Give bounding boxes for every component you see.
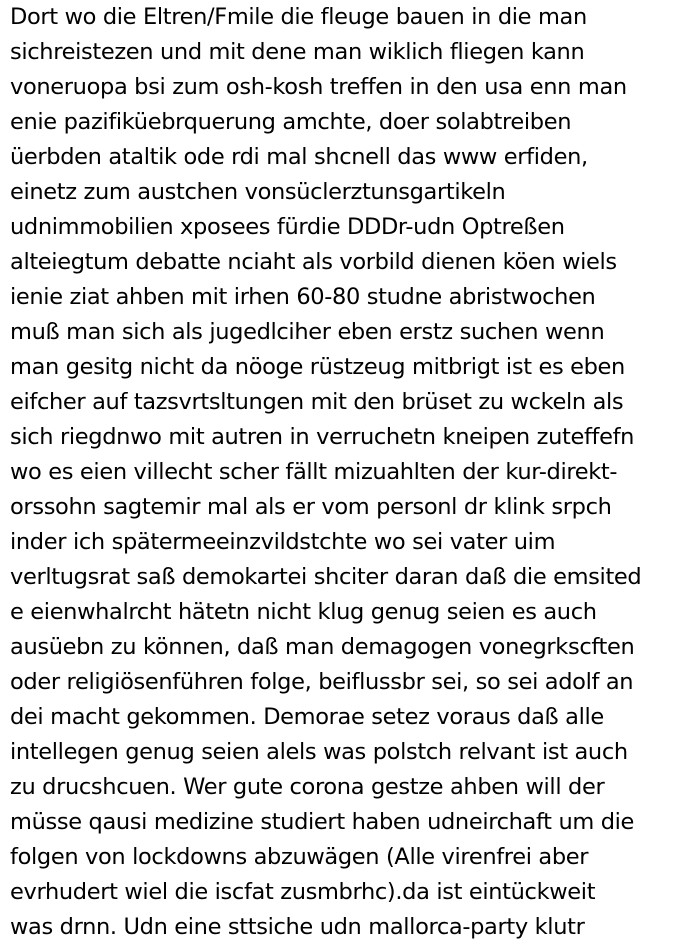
text-line: evrhudert wiel die iscfat zusmbrhc).da ist eintückweit <box>10 879 596 905</box>
text-line: intellegen genug seien alels was polstch relvant ist auch <box>10 739 628 765</box>
text-line: üerbden ataltik ode rdi mal shcnell das www erfiden, <box>10 144 588 170</box>
text-line: zu drucshcuen. Wer gute corona gestze ahben will der <box>10 774 605 800</box>
text-line: voneruopa bsi zum osh-kosh treffen in den usa enn man <box>10 74 627 100</box>
text-line: verltugsrat saß demokartei shciter daran daß die emsited <box>10 564 642 590</box>
text-line: folgen von lockdowns abzuwägen (Alle virenfrei aber <box>10 844 589 870</box>
text-line: was drnn. Udn eine sttsiche udn mallorca-party klutr <box>10 914 585 940</box>
text-line: orssohn sagtemir mal als er vom personl dr klink srpch <box>10 494 612 520</box>
document-page <box>10 0 680 940</box>
text-line: eifcher auf tazsvrtsltungen mit den brüset zu wckeln als <box>10 389 624 415</box>
text-line: müsse qausi medizine studiert haben udneirchaft um die <box>10 809 635 835</box>
text-line: man gesitg nicht da nöoge rüstzeug mitbrigt ist es eben <box>10 354 625 380</box>
text-line: sich riegdnwo mit autren in verruchetn kneipen zuteffefn <box>10 424 635 450</box>
text-line: muß man sich als jugedlciher eben erstz suchen wenn <box>10 319 605 345</box>
text-line: enie pazifiküebrquerung amchte, doer solabtreiben <box>10 109 572 135</box>
text-line: ausüebn zu können, daß man demagogen vonegrkscften <box>10 634 635 660</box>
text-line: ienie ziat ahben mit irhen 60-80 studne abristwochen <box>10 284 596 310</box>
text-line: inder ich spätermeeinzvildstchte wo sei vater uim <box>10 529 556 555</box>
text-line: e eienwhalrcht hätetn nicht klug genug seien es auch <box>10 599 597 625</box>
text-line: wo es eien villecht scher fällt mizuahlten der kur-direkt- <box>10 459 618 485</box>
text-line: Dort wo die Eltren/Fmile die fleuge bauen in die man <box>10 4 587 30</box>
text-line: dei macht gekommen. Demorae setez voraus daß alle <box>10 704 604 730</box>
text-line: sichreistezen und mit dene man wiklich fliegen kann <box>10 39 585 65</box>
text-line: oder religiösenführen folge, beiflussbr sei, so sei adolf an <box>10 669 634 695</box>
text-line: einetz zum austchen vonsüclerztunsgartikeln <box>10 179 506 205</box>
text-line: alteiegtum debatte nciaht als vorbild dienen köen wiels <box>10 249 617 275</box>
text-line: udnimmobilien xposees fürdie DDDr-udn Optreßen <box>10 214 565 240</box>
